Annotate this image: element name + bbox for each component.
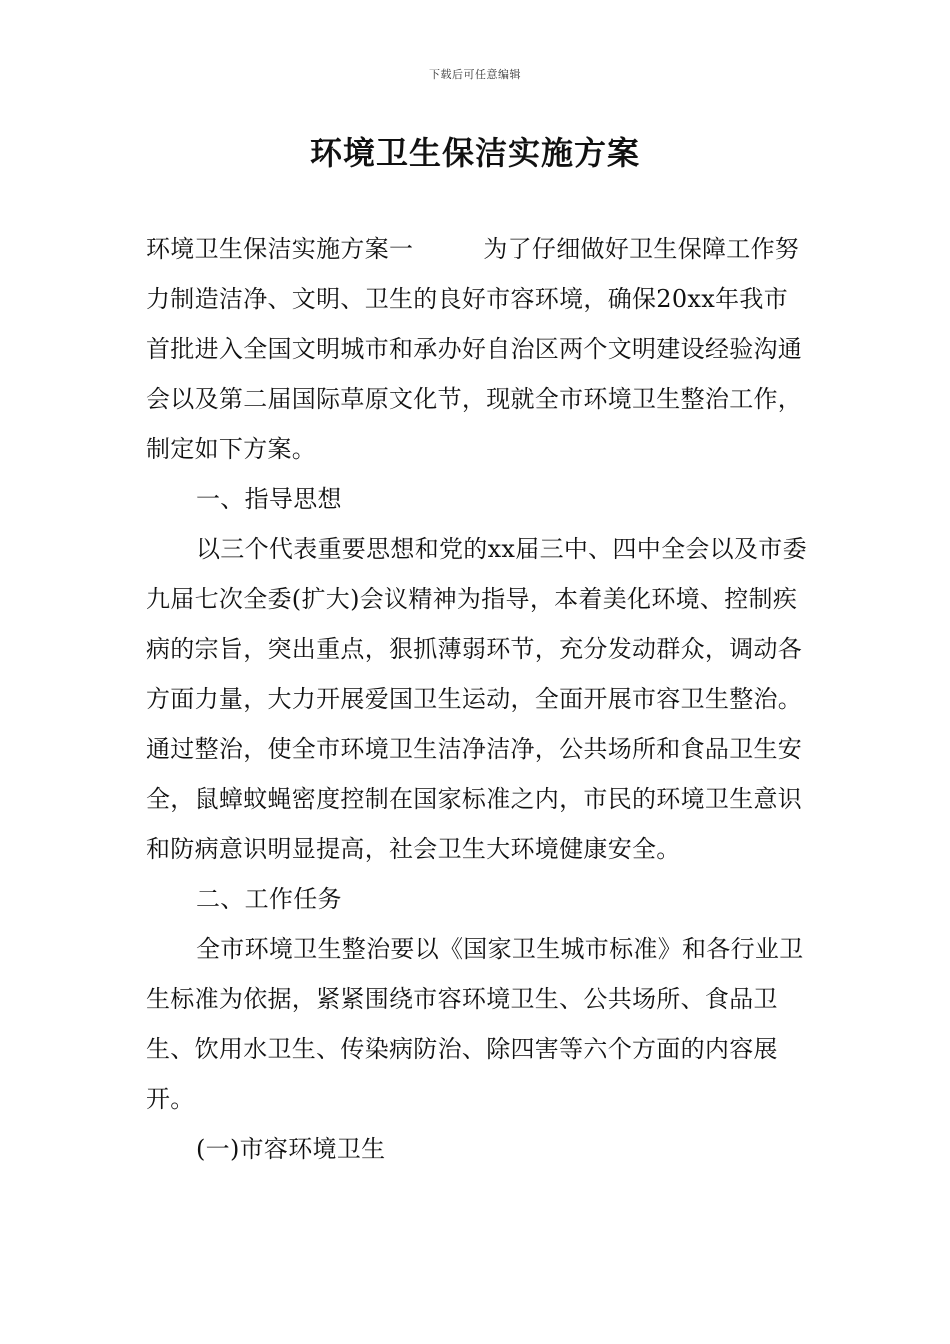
- section-heading-guiding-thought: 一、指导思想: [196, 485, 342, 513]
- intro-lead: 环境卫生保洁实施方案一: [146, 235, 414, 263]
- intro-text: 为了仔细做好卫生保障工作努力制造洁净、文明、卫生的良好市容环境，确保20xx年我市首批进入全国文明城市和承办好自治区两个文明建设经验沟通会以及第二届国际草原文化节，现就全市环境卫生整治工作，制定如下方案。: [146, 235, 803, 463]
- section-heading-work-tasks: 二、工作任务: [196, 885, 342, 913]
- document-body: [146, 224, 810, 1174]
- intro-paragraph: [146, 224, 810, 474]
- header-note: 下载后可任意编辑: [429, 68, 521, 81]
- section-paragraph-guiding-thought: 以三个代表重要思想和党的xx届三中、四中全会以及市委九届七次全委(扩大)会议精神为指导，本着美化环境、控制疾病的宗旨，突出重点，狠抓薄弱环节，充分发动群众，调动各方面力量，大力开展爱国卫生运动，全面开展市容卫生整治。通过整治，使全市环境卫生洁净洁净，公共场所和食品卫生安全，鼠蟑蚊蝇密度控制在国家标准之内，市民的环境卫生意识和防病意识明显提高，社会卫生大环境健康安全。: [146, 535, 807, 863]
- subsection-heading-city-environment: (一)市容环境卫生: [196, 1135, 386, 1163]
- section-paragraph-work-tasks: 全市环境卫生整治要以《国家卫生城市标准》和各行业卫生标准为依据，紧紧围绕市容环境卫生、公共场所、食品卫生、饮用水卫生、传染病防治、除四害等六个方面的内容展开。: [146, 935, 804, 1113]
- document-title: 环境卫生保洁实施方案: [309, 134, 640, 172]
